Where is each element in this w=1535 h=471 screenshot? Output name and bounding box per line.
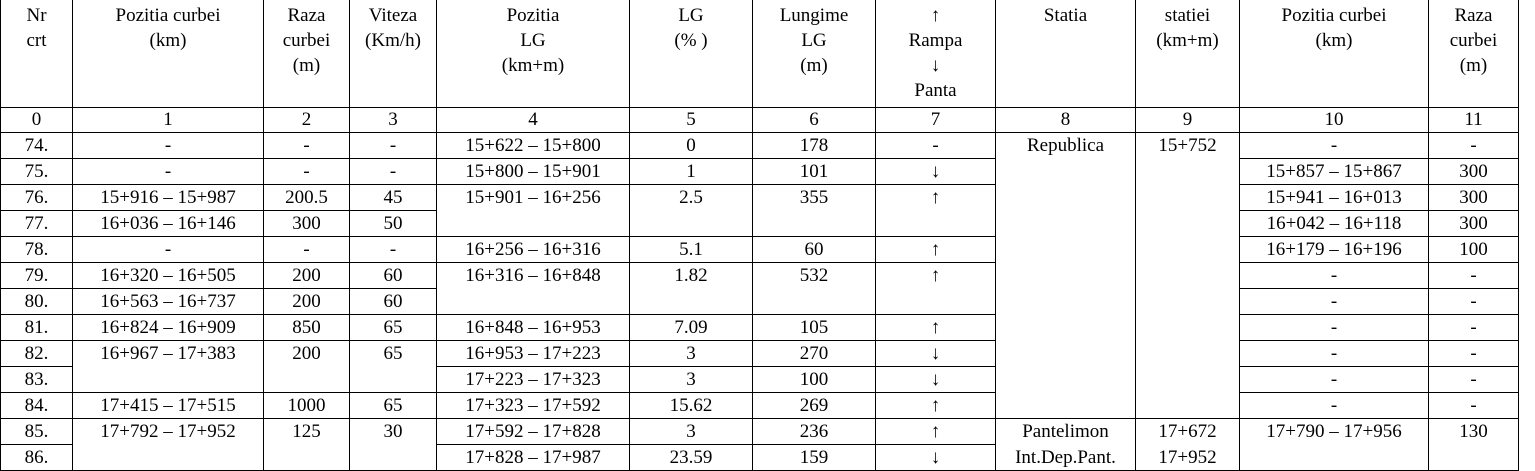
- gradient-length-cell: 178: [753, 133, 876, 159]
- header-ramp-slope: ↑ Rampa ↓ Panta: [876, 0, 996, 108]
- gradient-position-cell: 15+901 – 16+256: [437, 185, 630, 237]
- row-number: 86.: [1, 445, 73, 471]
- curve-position-cell: 17+415 – 17+515: [73, 393, 264, 419]
- gradient-length-cell: 236: [753, 419, 876, 445]
- gradient-length-cell: 100: [753, 367, 876, 393]
- gradient-percent-cell: 1.82: [630, 263, 753, 315]
- header-gradient-length: Lungime LG (m): [753, 0, 876, 108]
- header-speed: Viteza (Km/h): [350, 0, 437, 108]
- curve-position-right-cell: 17+790 – 17+956: [1240, 419, 1429, 471]
- curve-radius-right-cell: 300: [1429, 159, 1519, 185]
- curve-radius-right-cell: 300: [1429, 211, 1519, 237]
- table-row: [1, 237, 1519, 263]
- curve-position-cell: 16+036 – 16+146: [73, 211, 264, 237]
- header-station-position: statiei (km+m): [1136, 0, 1240, 108]
- gradient-length-cell: 105: [753, 315, 876, 341]
- row-number: 76.: [1, 185, 73, 211]
- curve-position-right-cell: -: [1240, 315, 1429, 341]
- index-cell: 2: [264, 108, 350, 133]
- station-position-cell: 17+952: [1136, 445, 1240, 471]
- curve-radius-cell: -: [264, 159, 350, 185]
- curve-position-cell: 16+563 – 16+737: [73, 289, 264, 315]
- curve-radius-right-cell: -: [1429, 341, 1519, 367]
- curve-radius-cell: 850: [264, 315, 350, 341]
- curve-position-right-cell: -: [1240, 367, 1429, 393]
- curve-position-right-cell: 15+941 – 16+013: [1240, 185, 1429, 211]
- ramp-slope-cell: ↓: [876, 159, 996, 185]
- index-cell: 10: [1240, 108, 1429, 133]
- row-number: 84.: [1, 393, 73, 419]
- row-number: 85.: [1, 419, 73, 445]
- curve-radius-right-cell: -: [1429, 315, 1519, 341]
- curve-position-right-cell: -: [1240, 393, 1429, 419]
- index-cell: 5: [630, 108, 753, 133]
- row-number: 77.: [1, 211, 73, 237]
- gradient-position-cell: 16+953 – 17+223: [437, 341, 630, 367]
- station-cell: Pantelimon: [996, 419, 1136, 445]
- curve-position-cell: -: [73, 237, 264, 263]
- down-arrow-icon: ↓: [930, 55, 941, 76]
- row-number: 82.: [1, 341, 73, 367]
- header-curve-position-right: Pozitia curbei (km): [1240, 0, 1429, 108]
- gradient-percent-cell: 1: [630, 159, 753, 185]
- index-cell: 7: [876, 108, 996, 133]
- speed-cell: 65: [350, 393, 437, 419]
- header-row: [1, 0, 1519, 108]
- table-row: [1, 341, 1519, 367]
- gradient-length-cell: 532: [753, 263, 876, 315]
- table-row: [1, 263, 1519, 289]
- row-number: 83.: [1, 367, 73, 393]
- ramp-slope-cell: ↑: [876, 315, 996, 341]
- header-station: Statia: [996, 0, 1136, 108]
- row-number: 79.: [1, 263, 73, 289]
- curve-radius-cell: -: [264, 237, 350, 263]
- speed-cell: -: [350, 159, 437, 185]
- table-row: [1, 419, 1519, 445]
- ramp-slope-cell: ↑: [876, 393, 996, 419]
- header-gradient-percent: LG (% ): [630, 0, 753, 108]
- index-cell: 9: [1136, 108, 1240, 133]
- station-cell: Republica: [996, 133, 1136, 159]
- ramp-slope-cell: -: [876, 133, 996, 159]
- index-cell: 3: [350, 108, 437, 133]
- curve-radius-right-cell: 300: [1429, 185, 1519, 211]
- curve-radius-cell: 300: [264, 211, 350, 237]
- curve-position-right-cell: 15+857 – 15+867: [1240, 159, 1429, 185]
- speed-cell: -: [350, 133, 437, 159]
- gradient-position-cell: 16+256 – 16+316: [437, 237, 630, 263]
- station-position-cell-empty: [1136, 159, 1240, 419]
- gradient-percent-cell: 3: [630, 341, 753, 367]
- gradient-position-cell: 15+622 – 15+800: [437, 133, 630, 159]
- row-number: 80.: [1, 289, 73, 315]
- gradient-position-cell: 16+848 – 16+953: [437, 315, 630, 341]
- gradient-length-cell: 101: [753, 159, 876, 185]
- gradient-position-cell: 17+323 – 17+592: [437, 393, 630, 419]
- table-row: [1, 315, 1519, 341]
- speed-cell: 50: [350, 211, 437, 237]
- curve-position-right-cell: -: [1240, 341, 1429, 367]
- header-curve-radius-right: Raza curbei (m): [1429, 0, 1519, 108]
- gradient-position-cell: 15+800 – 15+901: [437, 159, 630, 185]
- index-cell: 1: [73, 108, 264, 133]
- curve-radius-right-cell: -: [1429, 367, 1519, 393]
- gradient-position-cell: 17+828 – 17+987: [437, 445, 630, 471]
- ramp-slope-cell: ↑: [876, 263, 996, 315]
- speed-cell: 60: [350, 263, 437, 289]
- gradient-percent-cell: 2.5: [630, 185, 753, 237]
- curve-radius-cell: -: [264, 133, 350, 159]
- gradient-percent-cell: 5.1: [630, 237, 753, 263]
- speed-cell: 65: [350, 315, 437, 341]
- ramp-slope-cell: ↑: [876, 237, 996, 263]
- table-row: [1, 159, 1519, 185]
- curve-radius-right-cell: -: [1429, 133, 1519, 159]
- curve-position-cell: 16+967 – 17+383: [73, 341, 264, 393]
- curve-radius-right-cell: 100: [1429, 237, 1519, 263]
- curve-position-cell: 17+792 – 17+952: [73, 419, 264, 471]
- curve-radius-cell: 200: [264, 289, 350, 315]
- curve-radius-cell: 125: [264, 419, 350, 471]
- header-curve-position: Pozitia curbei (km): [73, 0, 264, 108]
- ramp-slope-cell: ↓: [876, 341, 996, 367]
- row-number: 74.: [1, 133, 73, 159]
- gradient-percent-cell: 3: [630, 367, 753, 393]
- index-cell: 11: [1429, 108, 1519, 133]
- curve-position-cell: -: [73, 159, 264, 185]
- curve-radius-right-cell: -: [1429, 289, 1519, 315]
- row-number: 75.: [1, 159, 73, 185]
- table-row: [1, 393, 1519, 419]
- gradient-percent-cell: 7.09: [630, 315, 753, 341]
- curve-position-right-cell: 16+179 – 16+196: [1240, 237, 1429, 263]
- station-cell: Int.Dep.Pant.: [996, 445, 1136, 471]
- curve-radius-cell: 200: [264, 341, 350, 393]
- header-curve-radius: Raza curbei (m): [264, 0, 350, 108]
- curve-position-right-cell: -: [1240, 263, 1429, 289]
- gradient-percent-cell: 15.62: [630, 393, 753, 419]
- gradient-position-cell: 17+223 – 17+323: [437, 367, 630, 393]
- gradient-length-cell: 60: [753, 237, 876, 263]
- up-arrow-icon: ↑: [930, 5, 941, 26]
- index-cell: 0: [1, 108, 73, 133]
- gradient-length-cell: 355: [753, 185, 876, 237]
- speed-cell: 65: [350, 341, 437, 393]
- station-position-cell: 15+752: [1136, 133, 1240, 159]
- index-cell: 6: [753, 108, 876, 133]
- curve-position-right-cell: -: [1240, 133, 1429, 159]
- ramp-slope-cell: ↑: [876, 185, 996, 237]
- curve-radius-right-cell: -: [1429, 393, 1519, 419]
- curve-position-cell: -: [73, 133, 264, 159]
- station-cell-empty: [996, 159, 1136, 419]
- gradient-length-cell: 159: [753, 445, 876, 471]
- gradient-position-cell: 17+592 – 17+828: [437, 419, 630, 445]
- gradient-length-cell: 270: [753, 341, 876, 367]
- curve-position-cell: 16+320 – 16+505: [73, 263, 264, 289]
- column-index-row: [1, 108, 1519, 133]
- curve-radius-cell: 1000: [264, 393, 350, 419]
- curve-radius-cell: 200: [264, 263, 350, 289]
- ramp-slope-cell: ↑: [876, 419, 996, 445]
- gradient-position-cell: 16+316 – 16+848: [437, 263, 630, 315]
- gradient-length-cell: 269: [753, 393, 876, 419]
- curve-position-cell: 16+824 – 16+909: [73, 315, 264, 341]
- header-nr-crt: Nr crt: [1, 0, 73, 108]
- ramp-slope-cell: ↓: [876, 445, 996, 471]
- curve-position-right-cell: 16+042 – 16+118: [1240, 211, 1429, 237]
- speed-cell: 60: [350, 289, 437, 315]
- row-number: 81.: [1, 315, 73, 341]
- header-gradient-position: Pozitia LG (km+m): [437, 0, 630, 108]
- speed-cell: 30: [350, 419, 437, 471]
- gradient-percent-cell: 0: [630, 133, 753, 159]
- gradient-percent-cell: 23.59: [630, 445, 753, 471]
- curve-radius-cell: 200.5: [264, 185, 350, 211]
- index-cell: 4: [437, 108, 630, 133]
- curve-position-right-cell: -: [1240, 289, 1429, 315]
- curve-radius-right-cell: -: [1429, 263, 1519, 289]
- ramp-slope-cell: ↓: [876, 367, 996, 393]
- speed-cell: -: [350, 237, 437, 263]
- curve-position-cell: 15+916 – 15+987: [73, 185, 264, 211]
- index-cell: 8: [996, 108, 1136, 133]
- curve-radius-right-cell: 130: [1429, 419, 1519, 471]
- row-number: 78.: [1, 237, 73, 263]
- table-row: [1, 185, 1519, 211]
- gradient-percent-cell: 3: [630, 419, 753, 445]
- station-position-cell: 17+672: [1136, 419, 1240, 445]
- table-row: [1, 133, 1519, 159]
- speed-cell: 45: [350, 185, 437, 211]
